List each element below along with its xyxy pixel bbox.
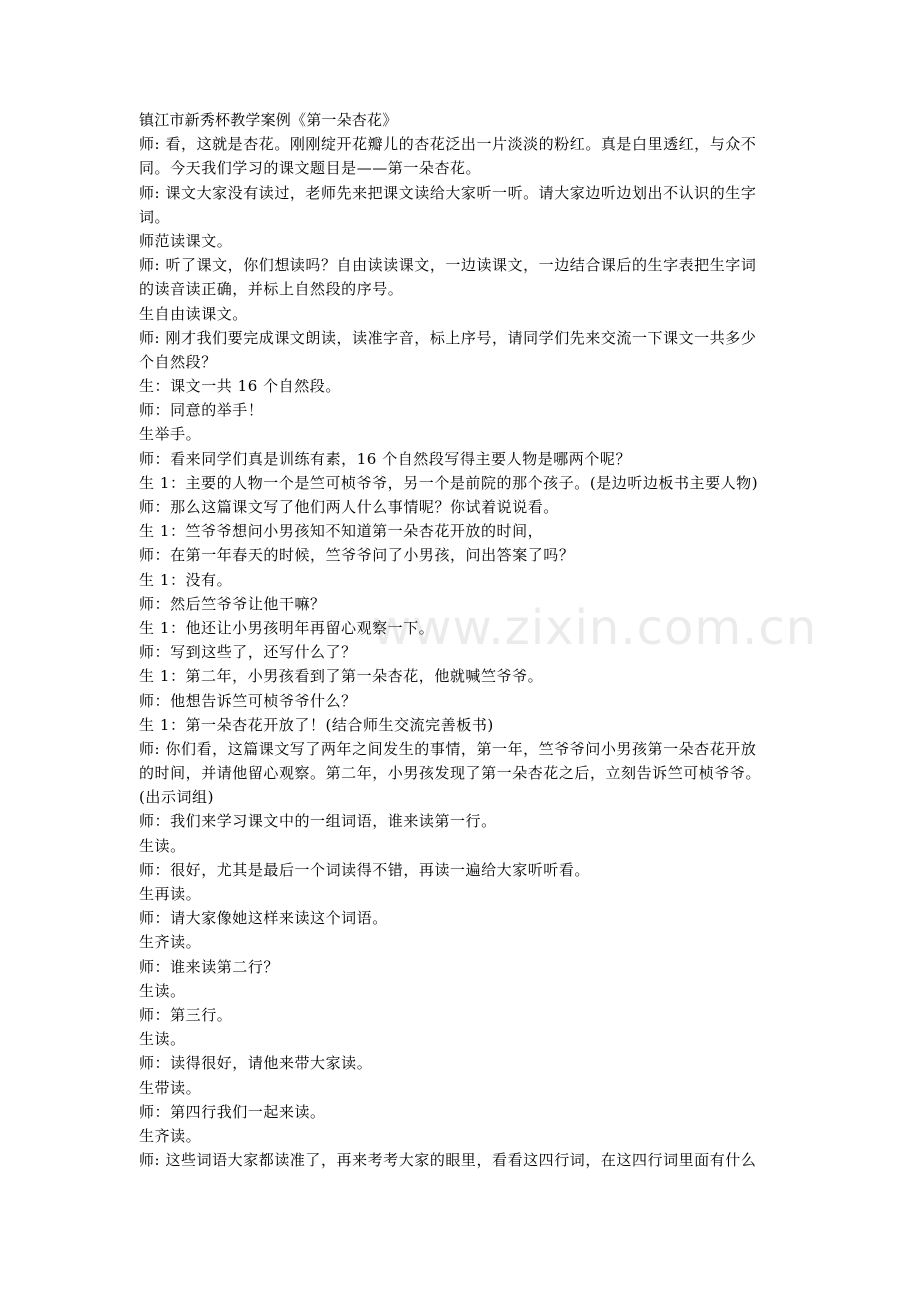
text-line: (出示词组) (139, 788, 215, 807)
text-line: 生齐读。 (139, 933, 202, 952)
text-line: 师：第四行我们一起来读。 (139, 1102, 326, 1121)
text-line: 生举手。 (139, 425, 202, 444)
text-line: 师：谁来读第二行？ (139, 957, 279, 976)
text-line: 生 1：没有。 (139, 570, 233, 589)
text-line: 生再读。 (139, 885, 202, 903)
text-line: 师: 听了课文，你们想读吗？自由读读课文，一边读课文，一边结合课后的生字表把生字词 (139, 256, 757, 275)
text-line: 师：请大家像她这样来读这个词语。 (139, 909, 388, 928)
text-line: 师: 你们看，这篇课文写了两年之间发生的事情，第一年，竺爷爷问小男孩第一朵杏花开放 (139, 739, 757, 758)
text-line: 生带读。 (139, 1078, 202, 1097)
text-line: 生 1：他还让小男孩明年再留心观察一下。 (139, 618, 435, 637)
text-line: 的时间，并请他留心观察。第二年，小男孩发现了第一朵杏花之后，立刻告诉竺可桢爷爷。 (139, 764, 762, 783)
text-line: 师：很好，尤其是最后一个词读得不错，再读一遍给大家听听看。 (139, 860, 590, 879)
document-body (139, 108, 784, 1172)
text-line: 师：读得很好，请他来带大家读。 (139, 1054, 373, 1073)
text-line: 师：第三行。 (139, 1005, 233, 1024)
text-line: 师：在第一年春天的时候，竺爷爷问了小男孩，问出答案了吗？ (139, 546, 575, 565)
text-line: 生 1：主要的人物一个是竺可桢爷爷，另一个是前院的那个孩子。(是边听边板书主要人物) (139, 473, 759, 492)
text-line: 生 1：第一朵杏花开放了！(结合师生交流完善板书) (139, 715, 494, 734)
document-title: 镇江市新秀杯教学案例《第一朵杏花》 (139, 111, 398, 129)
text-line: 师: 刚才我们要完成课文朗读，读准字音，标上序号，请同学们先来交流一下课文一共多少 (139, 328, 757, 347)
text-line: 师: 看，这就是杏花。刚刚绽开花瓣儿的杏花泛出一片淡淡的粉红。真是白里透红，与众不 (139, 135, 757, 154)
text-line: 生读。 (139, 981, 186, 1000)
text-line: 生齐读。 (139, 1126, 202, 1145)
text-line: 词。 (139, 207, 171, 226)
text-line: 生读。 (139, 836, 186, 855)
text-line: 生：课文一共 16 个自然段。 (139, 377, 341, 396)
text-line: 师：看来同学们真是训练有素，16 个自然段写得主要人物是哪两个呢？ (139, 449, 632, 468)
text-line: 师：同意的举手！ (139, 401, 264, 420)
text-line: 师：他想告诉竺可桢爷爷什么？ (139, 691, 357, 710)
text-line: 师：然后竺爷爷让他干嘛？ (139, 594, 326, 613)
text-line: 个自然段？ (139, 352, 217, 371)
watermark: www.zixin.com.cn (372, 600, 818, 656)
text-line: 生 1：第二年，小男孩看到了第一朵杏花，他就喊竺爷爷。 (139, 667, 544, 686)
text-line: 生读。 (139, 1030, 186, 1049)
text-line: 的读音读正确，并标上自然段的序号。 (139, 280, 404, 299)
text-line: 师: 课文大家没有读过，老师先来把课文读给大家听一听。请大家边听边划出不认识的生字 (139, 183, 757, 202)
text-line: 生自由读课文。 (139, 304, 248, 323)
text-line: 师：写到这些了，还写什么了？ (139, 643, 357, 662)
document-lines (139, 132, 784, 1172)
text-line: 生 1：竺爷爷想问小男孩知不知道第一朵杏花开放的时间， (139, 522, 544, 541)
text-line: 师范读课文。 (139, 231, 233, 250)
text-line: 师: 这些词语大家都读准了，再来考考大家的眼里，看看这四行词，在这四行词里面有什么 (139, 1151, 757, 1170)
text-line: 师：那么这篇课文写了他们两人什么事情呢？你试着说说看。 (139, 498, 559, 516)
text-line: 同。今天我们学习的课文题目是——第一朵杏花。 (139, 159, 482, 178)
text-line: 师：我们来学习课文中的一组词语，谁来读第一行。 (139, 812, 497, 831)
